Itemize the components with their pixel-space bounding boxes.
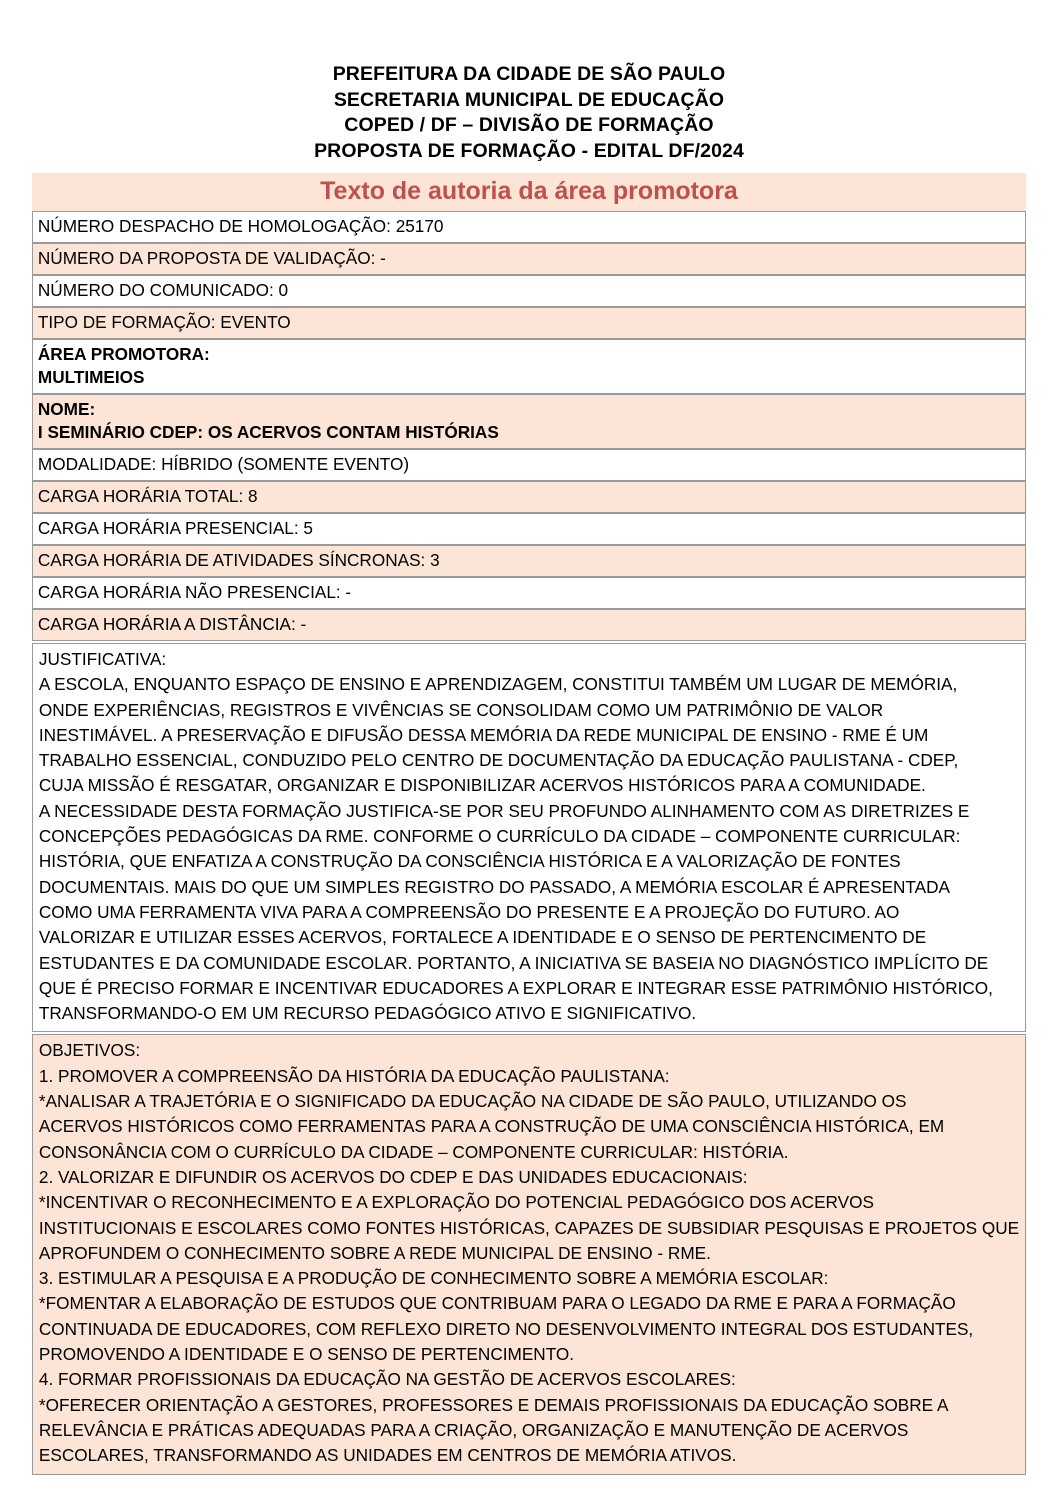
block-text-objetivos-10: *FOMENTAR A ELABORAÇÃO DE ESTUDOS QUE CONTRIBUAM PARA O LEGADO DA RME E PARA A FORMAÇÃO xyxy=(38,1293,956,1314)
block-text-objetivos-9: 3. ESTIMULAR A PESQUISA E A PRODUÇÃO DE CONHECIMENTO SOBRE A MEMÓRIA ESCOLAR: xyxy=(38,1268,829,1289)
field-text-carga-horaria-nao-presencial-0: CARGA HORÁRIA NÃO PRESENCIAL: - xyxy=(37,582,352,602)
block-text-objetivos-5: 2. VALORIZAR E DIFUNDIR OS ACERVOS DO CDEP E DAS UNIDADES EDUCACIONAIS: xyxy=(38,1166,748,1187)
field-row-tipo-de-formacao xyxy=(32,307,1026,339)
field-row-numero-comunicado xyxy=(32,275,1026,307)
block-text-justificativa-7: CONCEPÇÕES PEDAGÓGICAS DA RME. CONFORME O CURRÍCULO DA CIDADE – COMPONENTE CURRICULAR: xyxy=(38,826,961,847)
header-line-2: SECRETARIA MUNICIPAL DE EDUCAÇÃO xyxy=(333,88,725,111)
field-row-area-promotora xyxy=(32,339,1026,394)
field-text-modalidade-0: MODALIDADE: HÍBRIDO (SOMENTE EVENTO) xyxy=(37,454,410,474)
block-text-justificativa-4: TRABALHO ESSENCIAL, CONDUZIDO PELO CENTRO DE DOCUMENTAÇÃO DA EDUCAÇÃO PAULISTANA - CDEP, xyxy=(38,750,959,771)
proposal-form-table xyxy=(32,173,1026,1475)
block-text-objetivos-13: 4. FORMAR PROFISSIONAIS DA EDUCAÇÃO NA GESTÃO DE ACERVOS ESCOLARES: xyxy=(38,1369,736,1390)
field-row-carga-horaria-a-distancia xyxy=(32,609,1026,641)
block-text-objetivos-1: 1. PROMOVER A COMPREENSÃO DA HISTÓRIA DA EDUCAÇÃO PAULISTANA: xyxy=(38,1065,670,1086)
block-text-justificativa-3: INESTIMÁVEL. A PRESERVAÇÃO E DIFUSÃO DESSA MEMÓRIA DA REDE MUNICIPAL DE ENSINO - RME É UM xyxy=(38,724,929,745)
header-line-4: PROPOSTA DE FORMAÇÃO - EDITAL DF/2024 xyxy=(314,139,744,162)
field-text-area-promotora-1: MULTIMEIOS xyxy=(37,367,145,387)
field-text-numero-proposta-validacao-0: NÚMERO DA PROPOSTA DE VALIDAÇÃO: - xyxy=(37,248,386,268)
field-text-nome-1: I SEMINÁRIO CDEP: OS ACERVOS CONTAM HISTÓRIAS xyxy=(37,422,499,442)
block-text-justificativa-14: TRANSFORMANDO-O EM UM RECURSO PEDAGÓGICO ATIVO E SIGNIFICATIVO. xyxy=(38,1003,697,1024)
block-text-justificativa-2: ONDE EXPERIÊNCIAS, REGISTROS E VIVÊNCIAS SE CONSOLIDAM COMO UM PATRIMÔNIO DE VALOR xyxy=(38,699,884,720)
field-text-nome-0: NOME: xyxy=(37,399,96,419)
block-text-justificativa-13: QUE É PRECISO FORMAR E INCENTIVAR EDUCADORES A EXPLORAR E INTEGRAR ESSE PATRIMÔNIO HISTÓRICO, xyxy=(38,977,993,998)
field-row-carga-horaria-atividades-sincronas xyxy=(32,545,1026,577)
block-text-objetivos-4: CONSONÂNCIA COM O CURRÍCULO DA CIDADE – COMPONENTE CURRICULAR: HISTÓRIA. xyxy=(38,1141,789,1162)
block-text-objetivos-0: OBJETIVOS: xyxy=(38,1040,141,1061)
field-cell-carga-horaria-atividades-sincronas xyxy=(32,545,1026,577)
header-line-1: PREFEITURA DA CIDADE DE SÃO PAULO xyxy=(332,63,726,85)
field-text-carga-horaria-atividades-sincronas-0: CARGA HORÁRIA DE ATIVIDADES SÍNCRONAS: 3 xyxy=(37,550,440,570)
block-text-justificativa-8: HISTÓRIA, QUE ENFATIZA A CONSTRUÇÃO DA CONSCIÊNCIA HISTÓRICA E A VALORIZAÇÃO DE FONTES xyxy=(38,851,901,872)
field-row-numero-despacho-homologacao xyxy=(32,211,1026,243)
field-text-tipo-de-formacao-0: TIPO DE FORMAÇÃO: EVENTO xyxy=(37,312,291,332)
block-text-objetivos-6: *INCENTIVAR O RECONHECIMENTO E A EXPLORAÇÃO DO POTENCIAL PEDAGÓGICO DOS ACERVOS xyxy=(38,1192,874,1213)
block-text-objetivos-11: CONTINUADA DE EDUCADORES, COM REFLEXO DIRETO NO DESENVOLVIMENTO INTEGRAL DOS ESTUDANTES, xyxy=(38,1318,974,1339)
block-text-objetivos-14: *OFERECER ORIENTAÇÃO A GESTORES, PROFESSORES E DEMAIS PROFISSIONAIS DA EDUCAÇÃO SOBRE A xyxy=(38,1394,949,1415)
field-cell-numero-proposta-validacao xyxy=(32,243,1026,275)
field-cell-carga-horaria-presencial xyxy=(32,513,1026,545)
document-header xyxy=(0,0,1058,164)
block-text-justificativa-0: JUSTIFICATIVA: xyxy=(38,649,167,669)
block-text-objetivos-2: *ANALISAR A TRAJETÓRIA E O SIGNIFICADO DA EDUCAÇÃO NA CIDADE DE SÃO PAULO, UTILIZANDO OS xyxy=(38,1091,907,1112)
field-cell-numero-comunicado xyxy=(32,275,1026,307)
field-text-numero-despacho-homologacao-0: NÚMERO DESPACHO DE HOMOLOGAÇÃO: 25170 xyxy=(37,216,444,236)
block-text-justificativa-11: VALORIZAR E UTILIZAR ESSES ACERVOS, FORTALECE A IDENTIDADE E O SENSO DE PERTENCIMENTO DE xyxy=(38,927,927,948)
banner-cell xyxy=(32,173,1026,211)
field-cell-carga-horaria-nao-presencial xyxy=(32,577,1026,609)
block-row-justificativa xyxy=(32,643,1026,1032)
block-text-justificativa-6: A NECESSIDADE DESTA FORMAÇÃO JUSTIFICA-SE POR SEU PROFUNDO ALINHAMENTO COM AS DIRETRIZES E xyxy=(38,800,970,821)
block-row-objetivos xyxy=(32,1034,1026,1474)
block-text-justificativa-5: CUJA MISSÃO É RESGATAR, ORGANIZAR E DISPONIBILIZAR ACERVOS HISTÓRICOS PARA A COMUNIDADE. xyxy=(38,775,926,796)
field-text-carga-horaria-presencial-0: CARGA HORÁRIA PRESENCIAL: 5 xyxy=(37,518,313,538)
field-row-carga-horaria-presencial xyxy=(32,513,1026,545)
block-cell-justificativa xyxy=(32,643,1026,1032)
field-cell-modalidade xyxy=(32,449,1026,481)
field-text-area-promotora-0: ÁREA PROMOTORA: xyxy=(37,344,210,364)
field-cell-carga-horaria-total xyxy=(32,481,1026,513)
block-text-justificativa-1: A ESCOLA, ENQUANTO ESPAÇO DE ENSINO E APRENDIZAGEM, CONSTITUI TAMBÉM UM LUGAR DE MEMÓRIA, xyxy=(38,674,958,695)
field-row-carga-horaria-total xyxy=(32,481,1026,513)
block-text-justificativa-12: ESTUDANTES E DA COMUNIDADE ESCOLAR. PORTANTO, A INICIATIVA SE BASEIA NO DIAGNÓSTICO IMPLÍCITO DE xyxy=(38,952,989,973)
field-cell-tipo-de-formacao xyxy=(32,307,1026,339)
block-text-objetivos-7: INSTITUCIONAIS E ESCOLARES COMO FONTES HISTÓRICAS, CAPAZES DE SUBSIDIAR PESQUISAS E PROJETOS QUE xyxy=(38,1217,1020,1238)
block-text-objetivos-16: ESCOLARES, TRANSFORMANDO AS UNIDADES EM CENTROS DE MEMÓRIA ATIVOS. xyxy=(38,1445,737,1466)
block-text-justificativa-10: COMO UMA FERRAMENTA VIVA PARA A COMPREENSÃO DO PRESENTE E A PROJEÇÃO DO FUTURO. AO xyxy=(38,901,900,922)
field-row-modalidade xyxy=(32,449,1026,481)
block-text-objetivos-8: APROFUNDEM O CONHECIMENTO SOBRE A REDE MUNICIPAL DE ENSINO - RME. xyxy=(38,1242,711,1263)
banner-title: Texto de autoria da área promotora xyxy=(320,177,738,205)
block-text-objetivos-12: PROMOVENDO A IDENTIDADE E O SENSO DE PERTENCIMENTO. xyxy=(38,1344,575,1365)
block-text-justificativa-9: DOCUMENTAIS. MAIS DO QUE UM SIMPLES REGISTRO DO PASSADO, A MEMÓRIA ESCOLAR É APRESENTADA xyxy=(38,876,950,897)
field-text-numero-comunicado-0: NÚMERO DO COMUNICADO: 0 xyxy=(37,280,289,300)
field-text-carga-horaria-total-0: CARGA HORÁRIA TOTAL: 8 xyxy=(37,486,258,506)
field-cell-numero-despacho-homologacao xyxy=(32,211,1026,243)
field-cell-nome xyxy=(32,394,1026,449)
block-text-objetivos-3: ACERVOS HISTÓRICOS COMO FERRAMENTAS PARA A CONSTRUÇÃO DE UMA CONSCIÊNCIA HISTÓRICA, EM xyxy=(38,1116,945,1137)
field-row-numero-proposta-validacao xyxy=(32,243,1026,275)
field-row-nome xyxy=(32,394,1026,449)
field-row-carga-horaria-nao-presencial xyxy=(32,577,1026,609)
block-text-objetivos-15: RELEVÂNCIA E PRÁTICAS ADEQUADAS PARA A CRIAÇÃO, ORGANIZAÇÃO E MANUTENÇÃO DE ACERVOS xyxy=(38,1419,909,1440)
field-cell-area-promotora xyxy=(32,339,1026,394)
block-cell-objetivos xyxy=(32,1034,1026,1474)
header-line-3: COPED / DF – DIVISÃO DE FORMAÇÃO xyxy=(344,114,714,136)
field-text-carga-horaria-a-distancia-0: CARGA HORÁRIA A DISTÂNCIA: - xyxy=(37,614,307,634)
banner-row xyxy=(32,173,1026,211)
field-cell-carga-horaria-a-distancia xyxy=(32,609,1026,641)
